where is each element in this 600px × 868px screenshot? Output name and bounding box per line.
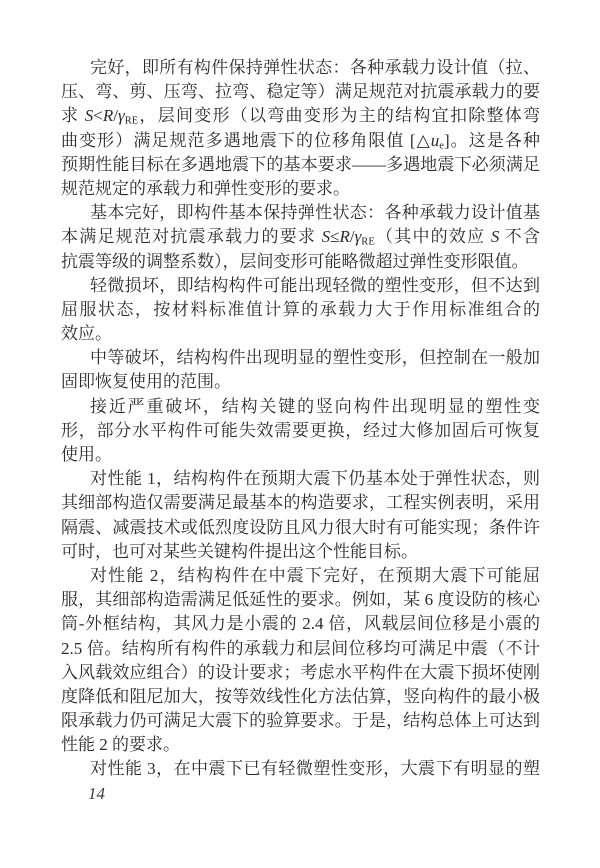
- text-line: [61, 491, 540, 515]
- text-line: [61, 250, 540, 274]
- text-line: [61, 129, 540, 153]
- text-run: /: [349, 227, 355, 247]
- text-run: ]。这是各种: [443, 130, 540, 150]
- page-number: 14: [88, 784, 105, 803]
- text-line: [61, 540, 540, 564]
- formula-subscript: RE: [124, 115, 139, 127]
- text-line: [61, 153, 540, 177]
- text-run: 中等破坏，结构构件出现明显的塑性变形，但控制在一般加: [90, 348, 540, 368]
- text-line: [61, 80, 540, 104]
- text-line: [61, 685, 540, 709]
- text-run: 规范规定的承载力和弹性变形的要求。: [61, 178, 350, 198]
- text-line: [61, 419, 540, 443]
- text-run: 筒-外框结构，其风力是小震的 2.4 倍，风载层间位移是小震的: [61, 614, 540, 634]
- paragraph-1: [61, 56, 540, 201]
- paragraph-6: [61, 467, 540, 564]
- text-line: [61, 709, 540, 733]
- text-run: 曲变形）满足规范多遇地震下的位移角限值 [△: [61, 130, 431, 150]
- text-line: [61, 395, 540, 419]
- text-run: 效应。: [61, 324, 112, 344]
- text-column: [61, 56, 540, 782]
- text-line: [61, 274, 540, 298]
- text-run: 屈服状态，按材料标准值计算的承载力大于作用标准组合的: [61, 299, 540, 319]
- text-line: [61, 201, 540, 225]
- text-line: [61, 637, 540, 661]
- formula-variable: R: [102, 106, 114, 126]
- text-run: 度降低和阻尼加大，按等效线性化方法估算，竖向构件的最小极: [61, 686, 540, 706]
- text-run: 服，其细部构造需满足低延性的要求。例如，某 6 度设防的核心: [61, 590, 540, 610]
- text-line: [61, 177, 540, 201]
- text-run: 求: [61, 106, 85, 126]
- text-run: （其中的效应: [374, 227, 491, 247]
- paragraph-7: [61, 564, 540, 758]
- text-run: 轻微损坏，即结构构件可能出现轻微的塑性变形，但不达到: [90, 275, 540, 295]
- text-run: /: [113, 106, 118, 126]
- text-line: [61, 612, 540, 636]
- paragraph-2: [61, 201, 540, 274]
- formula-variable: S: [321, 227, 331, 247]
- text-run: 不含: [499, 227, 541, 247]
- text-run: 预期性能目标在多遇地震下的基本要求——多遇地震下必须满足: [61, 154, 540, 174]
- text-line: [61, 322, 540, 346]
- text-run: 固即恢复使用的范围。: [61, 372, 231, 392]
- text-line: [61, 467, 540, 491]
- text-line: [61, 346, 540, 370]
- text-run: 本满足规范对抗震承载力的要求: [61, 227, 322, 247]
- formula-subscript: RE: [361, 236, 375, 248]
- paragraph-3: [61, 274, 540, 347]
- text-line: [61, 370, 540, 394]
- paragraph-4: [61, 346, 540, 394]
- text-run: 可时，也可对某些关键构件提出这个性能目标。: [61, 541, 418, 561]
- paragraph-8: [61, 757, 540, 781]
- text-run: ≤: [330, 227, 340, 247]
- text-line: [61, 661, 540, 685]
- formula-variable: γ: [354, 227, 362, 247]
- text-line: [61, 56, 540, 80]
- formula-subscript: e: [439, 139, 444, 151]
- text-run: 对性能 3，在中震下已有轻微塑性变形，大震下有明显的塑: [90, 759, 540, 779]
- text-line: [61, 298, 540, 322]
- text-line: [61, 564, 540, 588]
- formula-variable: γ: [118, 106, 125, 126]
- text-run: 使用。: [61, 445, 112, 464]
- text-run: 限承载力仍可满足大震下的验算要求。于是，结构总体上可达到: [61, 711, 540, 731]
- text-line: [61, 757, 540, 781]
- text-run: 压、弯、剪、压弯、拉弯、稳定等）满足规范对抗震承载力的要: [61, 82, 540, 102]
- formula-variable: R: [339, 227, 350, 247]
- text-run: 抗震等级的调整系数），层间变形可能略微超过弹性变形限值。: [61, 251, 529, 271]
- text-line: [61, 733, 540, 757]
- text-line: [61, 225, 540, 249]
- text-line: [61, 516, 540, 540]
- text-run: 对性能 1，结构构件在预期大震下仍基本处于弹性状态，则: [90, 469, 540, 489]
- text-run: 其细部构造仅需要满足最基本的构造要求，工程实例表明，采用: [61, 493, 540, 513]
- formula-variable: u: [430, 130, 440, 150]
- text-line: [61, 443, 540, 467]
- text-run: <: [93, 106, 103, 126]
- text-line: [61, 588, 540, 612]
- text-run: 形，部分水平构件可能失效需要更换，经过大修加固后可恢复: [61, 420, 540, 440]
- text-run: 基本完好，即构件基本保持弹性状态：各种承载力设计值基: [90, 203, 540, 223]
- text-run: 入风载效应组合）的设计要求；考虑水平构件在大震下损坏使刚: [61, 662, 540, 682]
- formula-variable: S: [490, 227, 500, 247]
- text-run: 性能 2 的要求。: [61, 735, 180, 755]
- text-run: ，层间变形（以弯曲变形为主的结构宜扣除整体弯: [138, 106, 541, 126]
- text-run: 完好，即所有构件保持弹性状态：各种承载力设计值（拉、: [90, 58, 540, 77]
- text-line: [61, 104, 540, 128]
- text-run: 接近严重破坏，结构关键的竖向构件出现明显的塑性变: [90, 396, 540, 416]
- text-run: 对性能 2，结构构件在中震下完好，在预期大震下可能屈: [90, 565, 540, 585]
- text-run: 2.5 倍。结构所有构件的承载力和层间位移均可满足中震（不计: [61, 638, 540, 658]
- text-run: 隔震、减震技术或低烈度设防且风力很大时有可能实现；条件许: [61, 517, 540, 537]
- formula-variable: S: [84, 106, 94, 126]
- paragraph-5: [61, 395, 540, 468]
